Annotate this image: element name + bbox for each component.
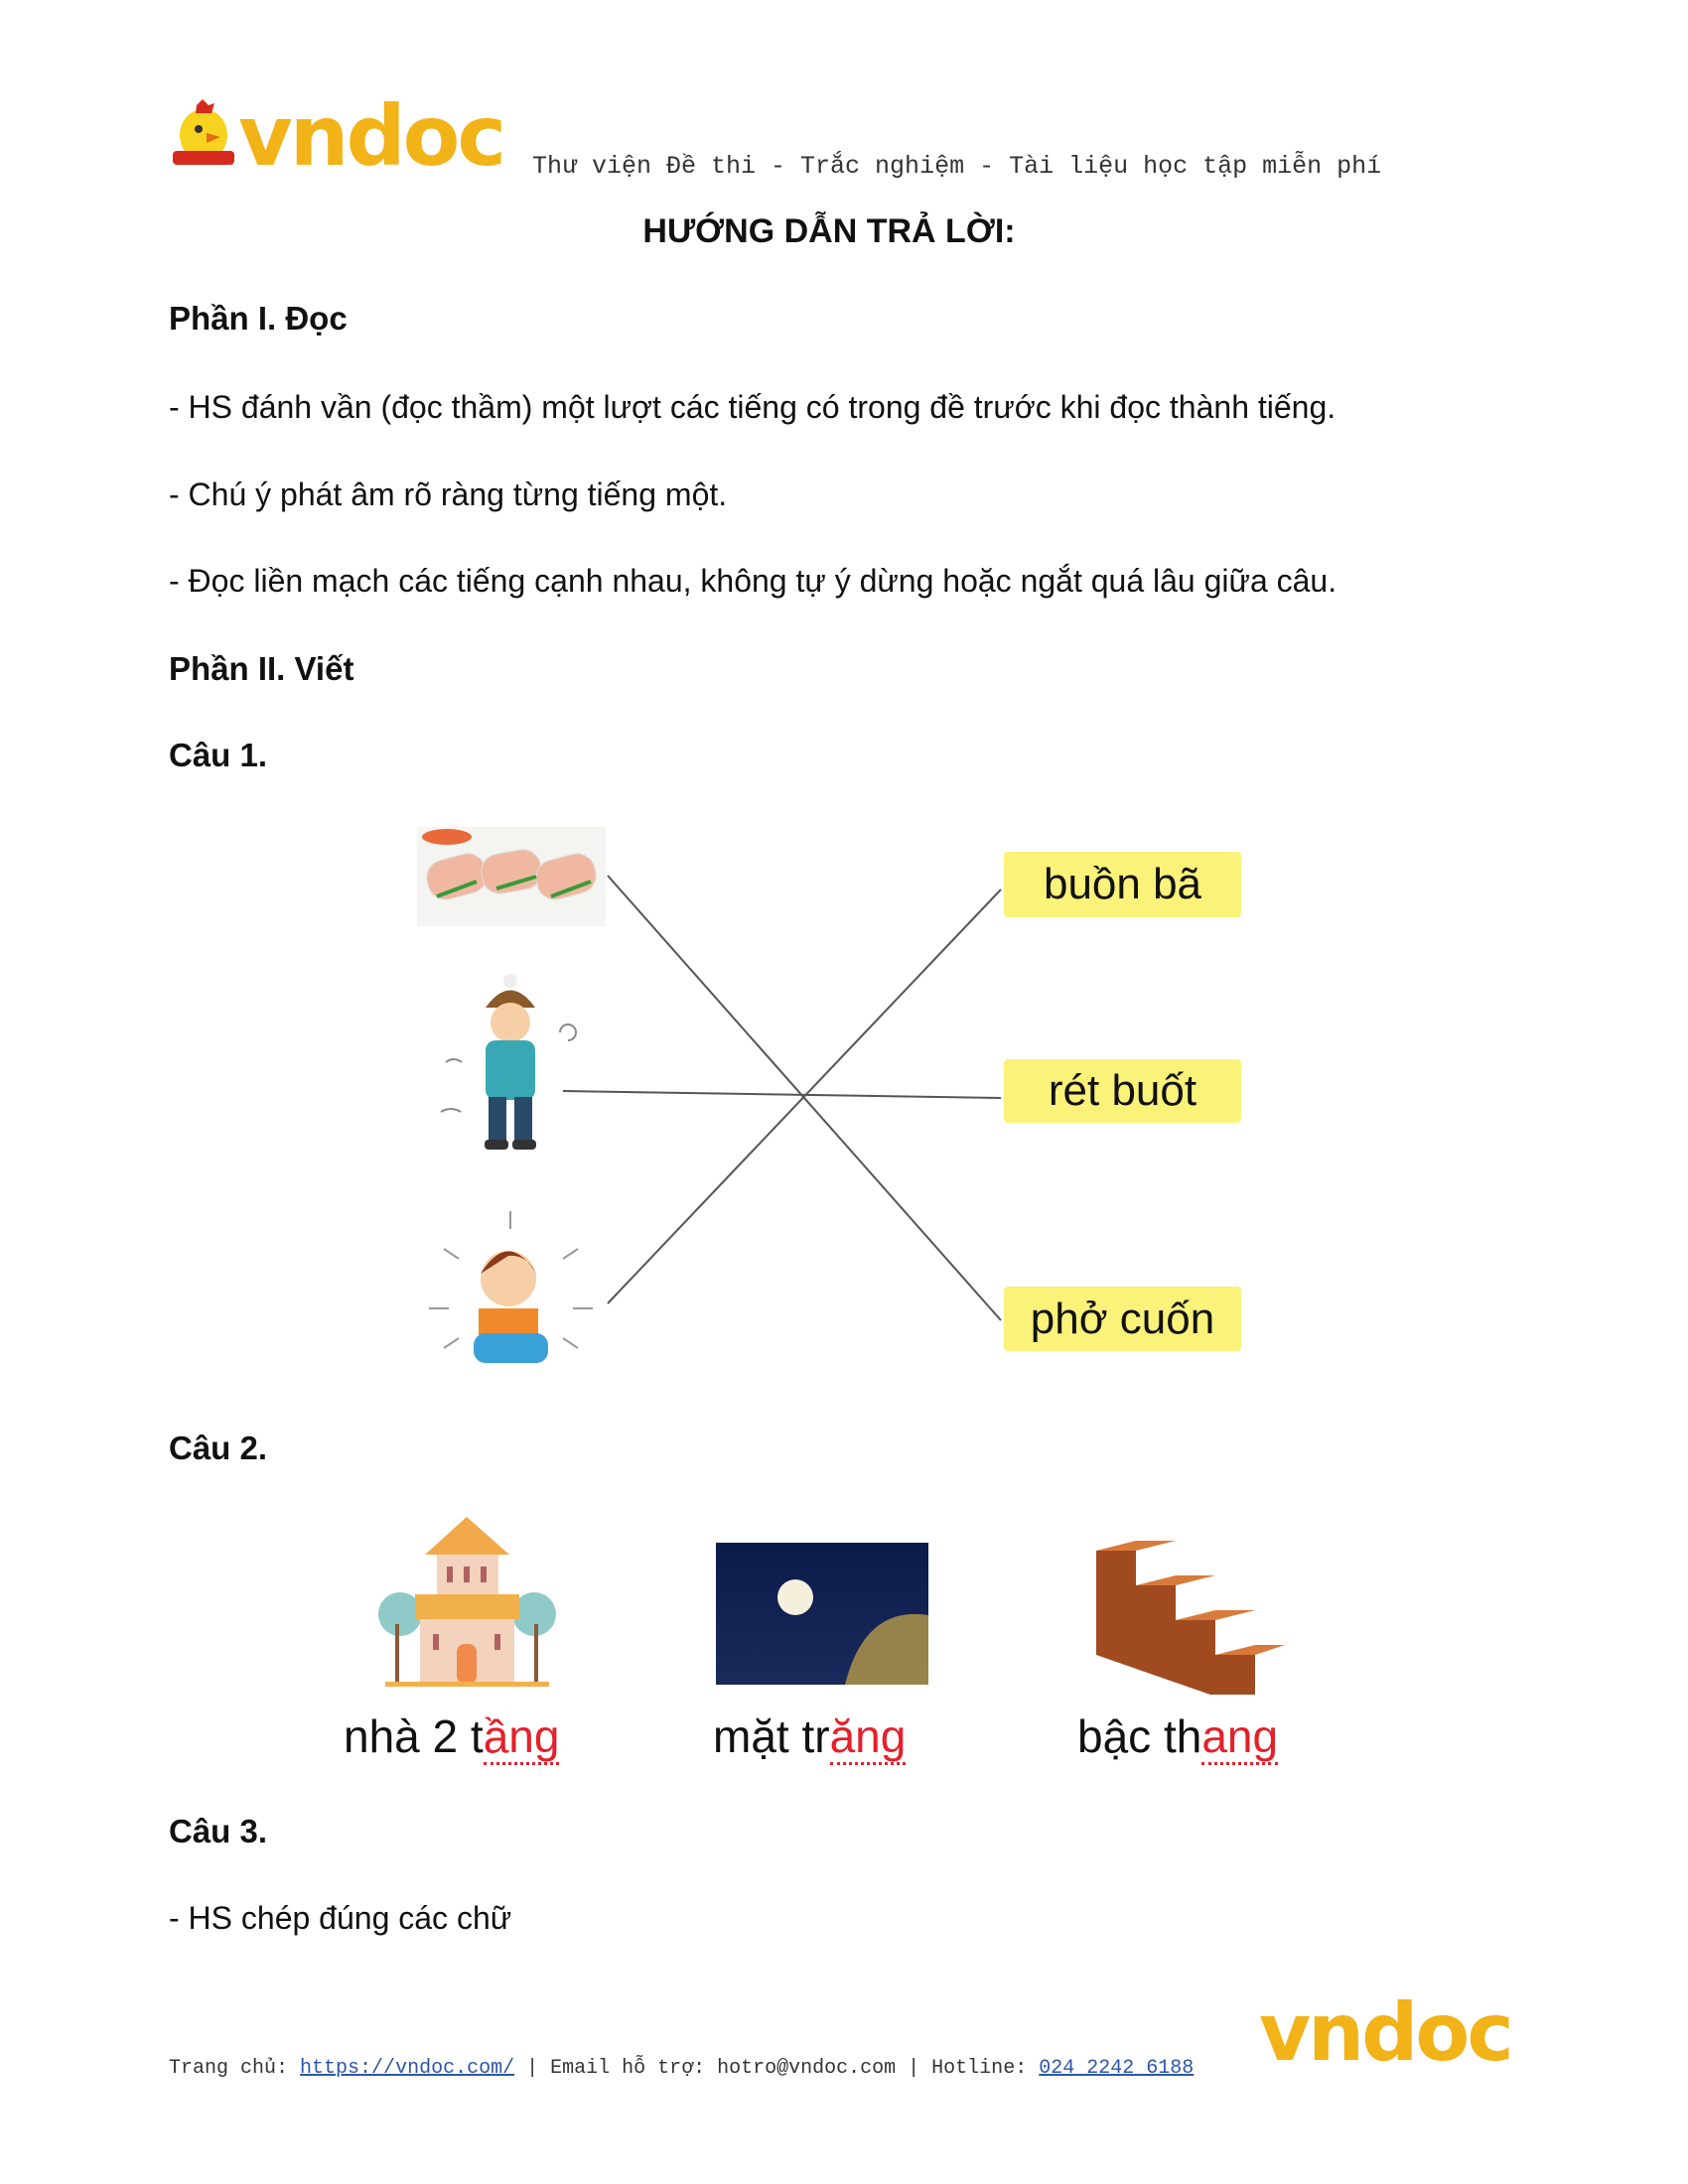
spring-rolls-image bbox=[417, 827, 606, 926]
part1-line: - Chú ý phát âm rõ ràng từng tiếng một. bbox=[169, 477, 728, 512]
label-pho-cuon: phở cuốn bbox=[1004, 1287, 1241, 1351]
word-prefix: mặt tr bbox=[713, 1710, 830, 1762]
q3-line: - HS chép đúng các chữ bbox=[169, 1900, 512, 1936]
label-buon-ba: buồn bã bbox=[1004, 852, 1241, 917]
footer-home-label: Trang chủ: bbox=[169, 2057, 289, 2080]
word-rhyme: ăng bbox=[830, 1710, 907, 1765]
word-rhyme: ang bbox=[1201, 1710, 1278, 1765]
footer-email: | Email hỗ trợ: hotro@vndoc.com | Hotline: bbox=[526, 2057, 1028, 2080]
moon-night-image bbox=[716, 1543, 928, 1685]
word-bac-thang bbox=[1077, 1709, 1278, 1763]
q3-heading: Câu 3. bbox=[169, 1813, 268, 1849]
footer bbox=[169, 2057, 1194, 2080]
sad-boy-image bbox=[424, 1209, 598, 1378]
vndoc-logo[interactable]: vndoc bbox=[169, 99, 503, 171]
word-prefix: nhà 2 t bbox=[344, 1710, 484, 1762]
part1-line: - HS đánh vần (đọc thầm) một lượt các tiếng có trong đề trước khi đọc thành tiếng. bbox=[169, 389, 1336, 425]
q1-heading: Câu 1. bbox=[169, 737, 268, 773]
cold-boy-image bbox=[431, 973, 590, 1161]
part1-line: - Đọc liền mạch các tiếng cạnh nhau, không tự ý dừng hoặc ngắt quá lâu giữa câu. bbox=[169, 563, 1337, 599]
word-rhyme: ầng bbox=[484, 1710, 560, 1765]
word-mat-trang bbox=[713, 1709, 906, 1763]
q2-heading: Câu 2. bbox=[169, 1430, 268, 1466]
label-ret-buot: rét buốt bbox=[1004, 1059, 1241, 1123]
part1-heading: Phần I. Đọc bbox=[169, 300, 348, 337]
part2-heading: Phần II. Viết bbox=[169, 650, 354, 687]
page-title: HƯỚNG DẪN TRẢ LỜI: bbox=[642, 212, 1016, 250]
header-tagline: Thư viện Đề thi - Trắc nghiệm - Tài liệu học tập miễn phí bbox=[532, 152, 1382, 181]
footer-logo: vndoc bbox=[1259, 1986, 1511, 2079]
word-prefix: bậc th bbox=[1077, 1710, 1202, 1762]
footer-home-link[interactable]: https://vndoc.com/ bbox=[300, 2057, 515, 2080]
stairs-image bbox=[1091, 1536, 1290, 1695]
house-image bbox=[375, 1515, 559, 1689]
word-nha-2-tang bbox=[344, 1709, 559, 1763]
footer-hotline-link[interactable]: 024 2242 6188 bbox=[1039, 2057, 1195, 2080]
